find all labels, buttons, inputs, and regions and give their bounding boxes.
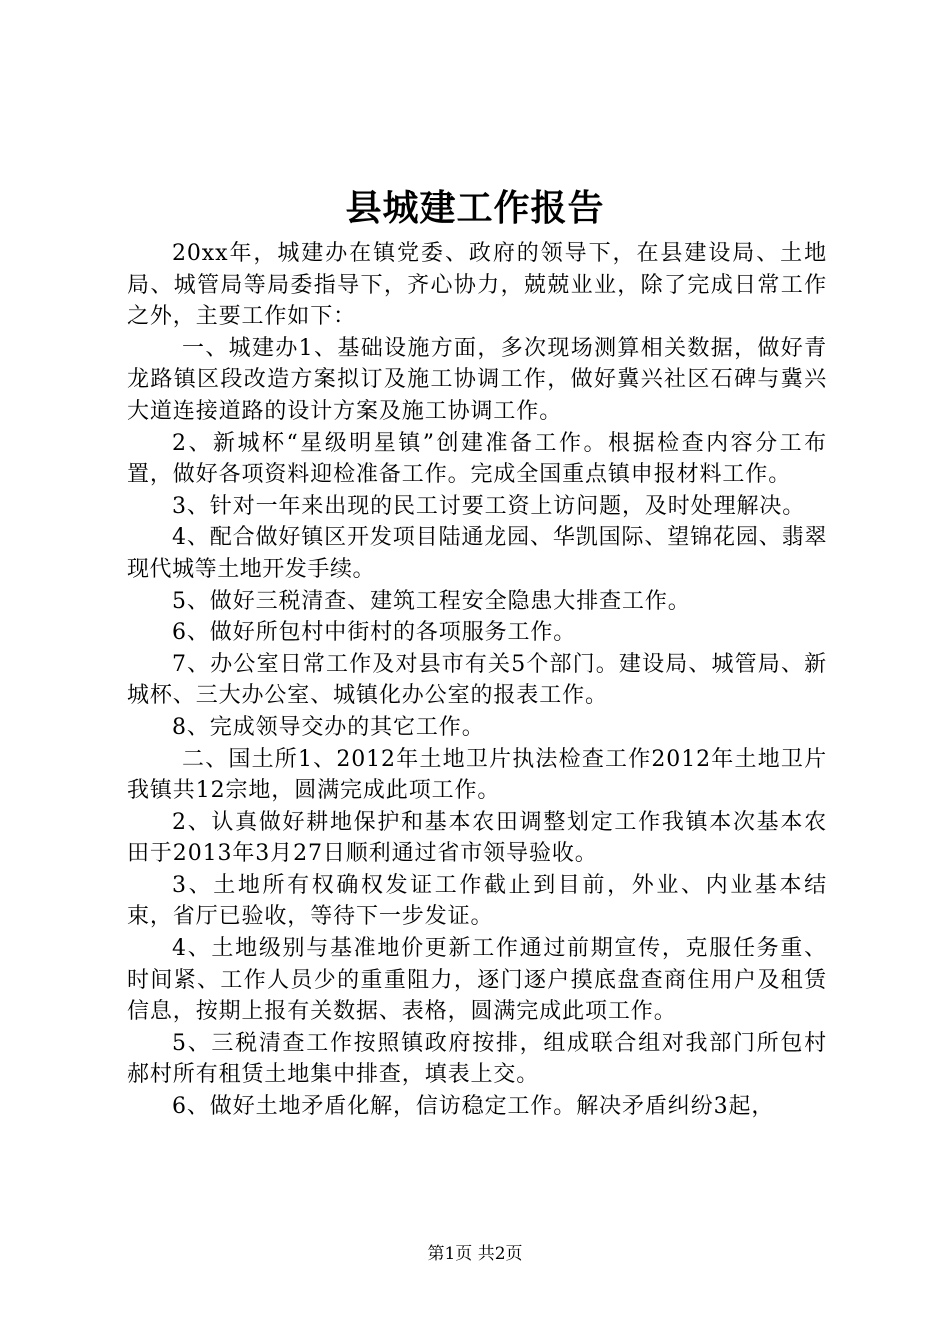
paragraph-section-2-item-4: 4、土地级别与基准地价更新工作通过前期宣传，克服任务重、时间紧、工作人员少的重重阻力，逐门逐户摸底盘查商住用户及租赁信息，按期上报有关数据、表格，圆满完成此项工作。 (127, 936, 827, 1025)
paragraph-section-1-item-5: 5、做好三税清查、建筑工程安全隐患大排查工作。 (172, 588, 691, 614)
paragraph-section-1-item-1: 一、城建办1、基础设施方面，多次现场测算相关数据，做好青龙路镇区段改造方案拟订及施工协调工作，做好冀兴社区石碑与冀兴大道连接道路的设计方案及施工协调工作。 (127, 335, 827, 424)
page-number-footer: 第1页 共2页 (427, 1244, 523, 1264)
paragraph-section-1-item-7: 7、办公室日常工作及对县市有关5个部门。建设局、城管局、新城杯、三大办公室、城镇化办公室的报表工作。 (127, 651, 827, 709)
paragraph-section-2-item-2: 2、认真做好耕地保护和基本农田调整划定工作我镇本次基本农田于2013年3月27日顺利通过省市领导验收。 (127, 809, 827, 867)
document-title: 县城建工作报告 (345, 187, 605, 229)
paragraph-section-2-item-6: 6、做好土地矛盾化解，信访稳定工作。解决矛盾纠纷3起， (172, 1094, 775, 1120)
paragraph-section-1-item-8: 8、完成领导交办的其它工作。 (172, 714, 485, 740)
paragraph-intro: 20xx年，城建办在镇党委、政府的领导下，在县建设局、土地局、城管局等局委指导下，齐心协力，兢兢业业，除了完成日常工作之外，主要工作如下： (127, 241, 827, 330)
paragraph-section-2-item-1: 二、国土所1、2012年土地卫片执法检查工作2012年土地卫片我镇共12宗地，圆满完成此项工作。 (127, 746, 827, 804)
paragraph-section-1-item-2: 2、新城杯“星级明星镇”创建准备工作。根据检查内容分工布置，做好各项资料迎检准备工作。完成全国重点镇申报材料工作。 (127, 430, 827, 488)
document-body (127, 238, 827, 1123)
paragraph-section-1-item-6: 6、做好所包村中街村的各项服务工作。 (172, 620, 577, 646)
paragraph-section-1-item-4: 4、配合做好镇区开发项目陆通龙园、华凯国际、望锦花园、翡翠现代城等土地开发手续。 (127, 525, 827, 582)
paragraph-section-2-item-5: 5、三税清查工作按照镇政府按排，组成联合组对我部门所包村郝村所有租赁土地集中排查，填表上交。 (127, 1030, 827, 1088)
paragraph-section-1-item-3: 3、针对一年来出现的民工讨要工资上访问题，及时处理解决。 (172, 493, 806, 519)
paragraph-section-2-item-3: 3、土地所有权确权发证工作截止到目前，外业、内业基本结束，省厅已验收，等待下一步发证。 (127, 872, 827, 930)
